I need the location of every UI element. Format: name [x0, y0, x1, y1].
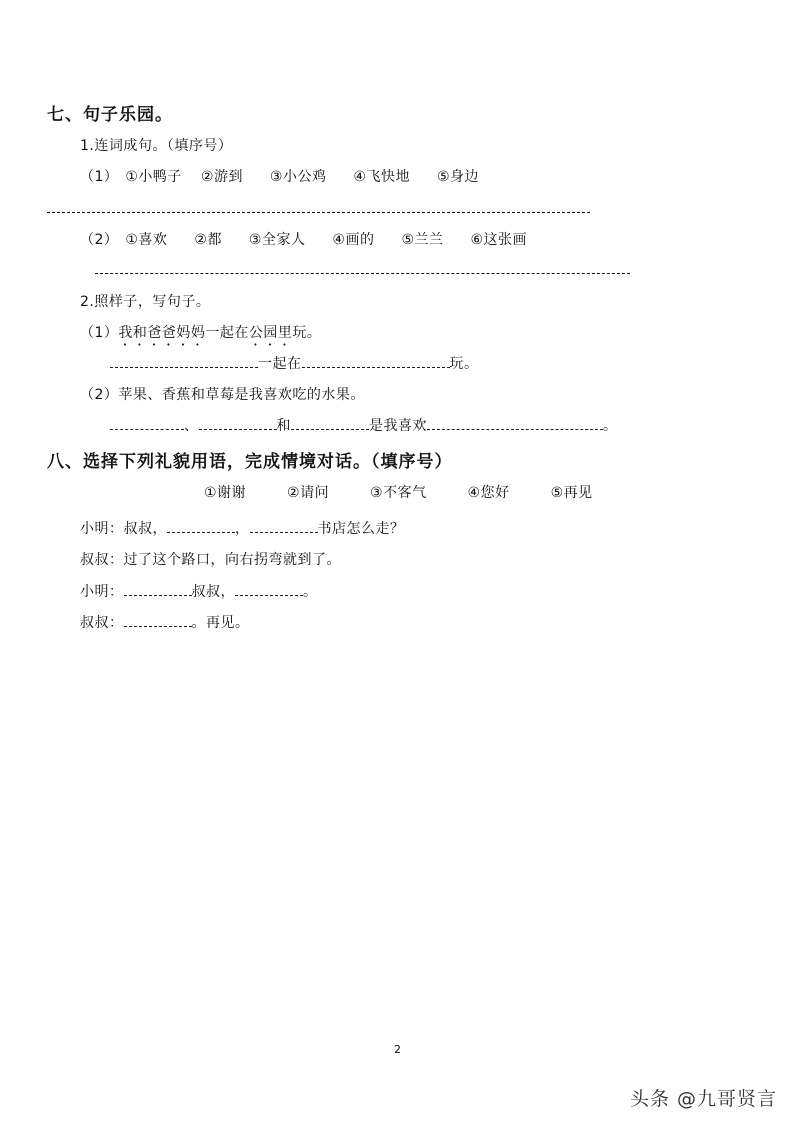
- text: 。: [303, 584, 318, 600]
- blank-field[interactable]: [124, 614, 192, 627]
- blank-field[interactable]: [199, 417, 277, 430]
- text: 书店怎么走？: [317, 521, 405, 537]
- option: ④您好: [467, 485, 510, 501]
- blank-field[interactable]: [291, 417, 369, 430]
- blank-field[interactable]: [110, 417, 184, 430]
- blank-field[interactable]: [124, 583, 192, 596]
- text: 一起在: [258, 356, 302, 372]
- q2-item2-example: [80, 384, 365, 404]
- option: ⑤兰兰: [401, 232, 444, 248]
- dialog-line-4: [80, 612, 250, 632]
- option: ①喜欢: [125, 232, 168, 248]
- speaker: 小明：: [80, 521, 124, 537]
- text: 玩。: [449, 356, 479, 372]
- q1-label: 1.连词成句。（填序号）: [80, 138, 233, 154]
- option: ③全家人: [248, 232, 306, 248]
- speaker: 小明：: [80, 584, 124, 600]
- q2-label: 2.照样子，写句子。: [80, 294, 211, 310]
- blank-field[interactable]: [167, 520, 235, 533]
- blank-field[interactable]: [110, 355, 258, 368]
- speaker: 叔叔：: [80, 552, 124, 568]
- text: 玩。: [292, 325, 322, 341]
- text: 是我喜欢: [369, 418, 427, 434]
- option: ①小鸭子: [125, 169, 182, 185]
- section-8-title: 八、选择下列礼貌用语，完成情境对话。（填序号）: [47, 452, 453, 472]
- option: ⑤再见: [550, 485, 593, 501]
- answer-line[interactable]: [47, 212, 590, 213]
- text: 。再见。: [191, 615, 250, 631]
- q1-item2-prefix: （2）: [80, 232, 119, 248]
- politeness-options: [204, 482, 593, 502]
- q2-item1-prefix: （1）: [80, 325, 119, 341]
- option: ②请问: [287, 485, 330, 501]
- blank-field[interactable]: [427, 417, 603, 430]
- text: 过了这个路口，向右拐弯就到了。: [123, 552, 341, 568]
- dialog-line-1: [80, 518, 405, 538]
- watermark: 头条 @九哥贤言: [630, 1088, 778, 1110]
- page-number: 2: [394, 1043, 401, 1056]
- option: ②都: [194, 232, 222, 248]
- q1-item1: [80, 166, 479, 186]
- section-7-title: 七、句子乐园。: [47, 105, 173, 125]
- text: ，: [235, 521, 250, 537]
- text: 苹果、香蕉和草莓是我喜欢吃的水果。: [118, 387, 365, 403]
- text: 和: [276, 418, 291, 434]
- q1-item2: [80, 229, 527, 249]
- q2-item1-answer: [110, 353, 479, 373]
- dialog-line-3: [80, 581, 318, 601]
- emphasized-text: 我和爸爸妈妈: [118, 325, 206, 341]
- option: ③小公鸡: [269, 169, 327, 185]
- option: ⑤身边: [436, 169, 479, 185]
- answer-line[interactable]: [95, 273, 630, 274]
- emphasized-text: 公园里: [248, 325, 293, 341]
- q2-item1-example: [80, 322, 321, 349]
- option: ④画的: [332, 232, 375, 248]
- option: ④飞快地: [353, 169, 410, 185]
- text: 、: [184, 418, 199, 434]
- q2-item2-prefix: （2）: [80, 387, 119, 403]
- text: 叔叔，: [191, 584, 235, 600]
- blank-field[interactable]: [302, 355, 450, 368]
- q1-item1-prefix: （1）: [80, 169, 119, 185]
- q2-item2-answer: [110, 415, 618, 435]
- blank-field[interactable]: [235, 583, 303, 596]
- text: 一起在: [205, 325, 249, 341]
- option: ③不客气: [370, 485, 427, 501]
- option: ①谢谢: [204, 485, 247, 501]
- option: ⑥这张画: [470, 232, 528, 248]
- speaker: 叔叔：: [80, 615, 124, 631]
- blank-field[interactable]: [250, 520, 318, 533]
- option: ②游到: [200, 169, 243, 185]
- text: 。: [603, 418, 618, 434]
- text: 叔叔，: [123, 521, 167, 537]
- dialog-line-2: [80, 549, 341, 569]
